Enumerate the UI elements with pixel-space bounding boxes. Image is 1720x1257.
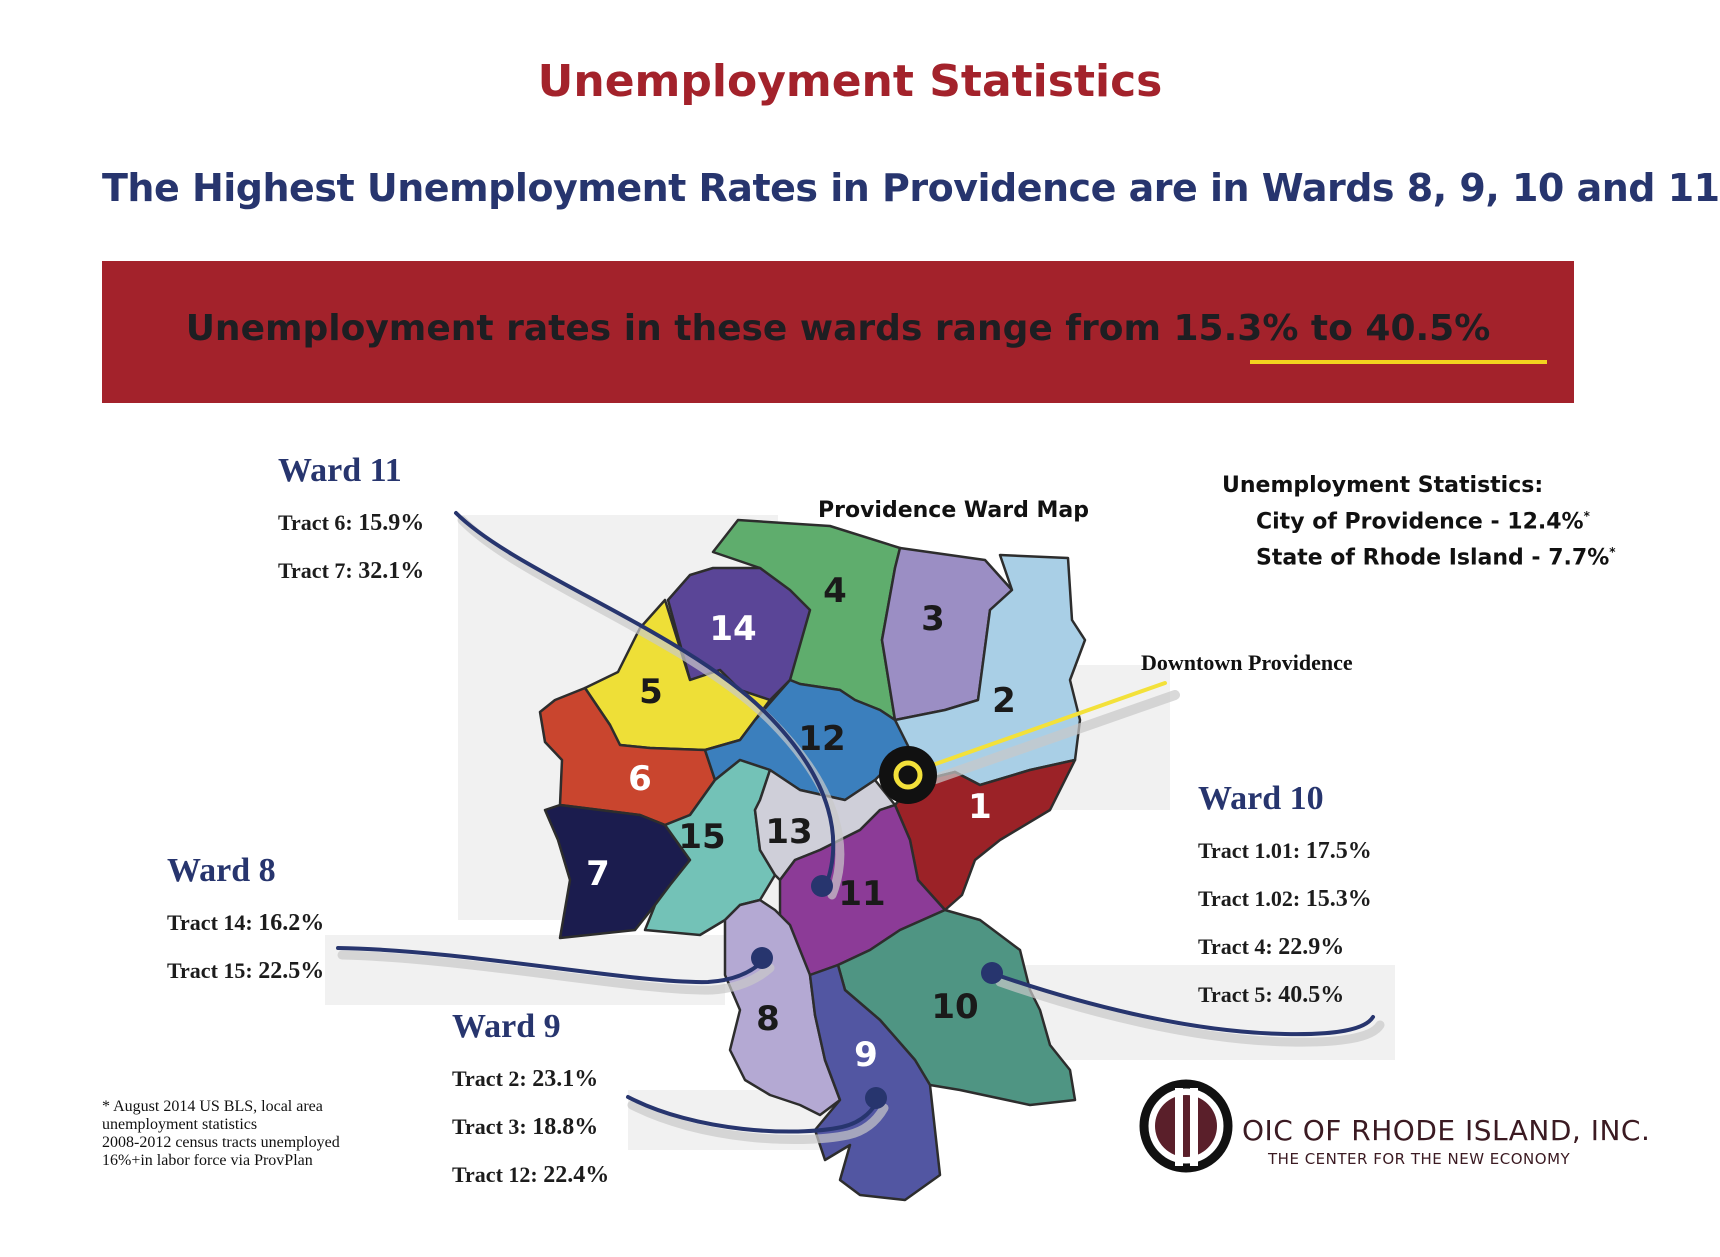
tract-label: Tract 7: [278,558,353,583]
ward10-tract-row [1198,886,1372,913]
footnote-line: 2008-2012 census tracts unemployed [102,1134,340,1151]
ward10-title: Ward 10 [1198,780,1324,817]
ward9-title: Ward 9 [452,1008,561,1045]
ward8-tract-row [167,958,324,985]
ward10-tract-row [1198,982,1344,1009]
ward-label-2: 2 [992,681,1016,721]
page-subtitle: The Highest Unemployment Rates in Providence are in Wards 8, 9, 10 and 11 [102,166,1720,210]
map-backdrop-ward10 [1000,965,1395,1060]
tract-value: 17.5% [1305,838,1372,864]
ward9-callout-dot [865,1087,887,1109]
ward8-title: Ward 8 [167,852,276,889]
footnote-line: 16%+in labor force via ProvPlan [102,1152,313,1169]
ward9-tract-row [452,1162,609,1189]
ward-label-3: 3 [921,599,945,639]
stat-city-mark: * [1583,509,1590,523]
stat-city-label: City of Providence - 12.4% [1256,509,1584,535]
ward10-tract-row [1198,934,1344,961]
page-title: Unemployment Statistics [537,56,1163,107]
tract-value: 15.3% [1305,886,1372,912]
ward-label-12: 12 [798,719,846,759]
tract-label: Tract 14: [167,910,253,935]
stat-state [1256,545,1616,570]
downtown-marker-icon [879,746,937,804]
ward-label-10: 10 [931,987,979,1027]
tract-label: Tract 1.02: [1198,886,1301,911]
footnote-line: unemployment statistics [102,1116,258,1133]
ward-label-4: 4 [823,571,847,611]
ward-label-11: 11 [838,874,886,914]
tract-value: 32.1% [358,558,425,584]
tract-label: Tract 2: [452,1066,527,1091]
ward11-title: Ward 11 [278,452,402,489]
banner-lead: Unemployment rates in these wards range from [185,308,1174,349]
ward-label-1: 1 [968,787,992,827]
tract-label: Tract 1.01: [1198,838,1301,863]
ward11-tract-row [278,510,424,537]
tract-label: Tract 3: [452,1114,527,1139]
tract-value: 22.4% [543,1162,610,1188]
tract-label: Tract 5: [1198,982,1273,1007]
tract-value: 40.5% [1278,982,1345,1008]
ward-label-7: 7 [586,854,610,894]
footnote [102,1098,402,1170]
logo-name: OIC OF RHODE ISLAND, INC. [1242,1114,1651,1147]
oic-logo-icon [1144,1084,1228,1168]
tract-value: 15.9% [358,510,425,536]
ward-label-8: 8 [756,999,780,1039]
stats-heading: Unemployment Statistics: [1222,473,1544,498]
tract-label: Tract 4: [1198,934,1273,959]
ward9-tract-row [452,1114,598,1141]
tract-value: 16.2% [258,910,325,936]
tract-value: 22.9% [1278,934,1345,960]
tract-value: 23.1% [532,1066,599,1092]
downtown-label: Downtown Providence [1141,650,1353,675]
tract-label: Tract 12: [452,1162,538,1187]
footnote-line: * August 2014 US BLS, local area [102,1098,323,1115]
stat-city [1256,509,1590,534]
ward9-tract-row [452,1066,598,1093]
stat-state-label: State of Rhode Island - 7.7% [1256,545,1610,571]
ward-label-14: 14 [709,609,757,649]
ward10-callout-dot [981,962,1003,984]
ward-label-6: 6 [628,759,652,799]
stat-state-mark: * [1609,545,1616,559]
ward8-tract-row [167,910,324,937]
tract-value: 18.8% [532,1114,599,1140]
ward-label-13: 13 [765,812,813,852]
ward-label-9: 9 [854,1035,878,1075]
map-title: Providence Ward Map [818,498,1089,523]
tract-label: Tract 6: [278,510,353,535]
ward-label-5: 5 [639,672,663,712]
tract-value: 22.5% [258,958,325,984]
banner-range: 15.3% to 40.5% [1173,308,1491,349]
ward8-callout-dot [751,947,773,969]
ward-label-15: 15 [678,817,726,857]
ward11-callout-dot [811,875,833,897]
ward10-tract-row [1198,838,1372,865]
logo-tagline: THE CENTER FOR THE NEW ECONOMY [1268,1150,1571,1168]
tract-label: Tract 15: [167,958,253,983]
ward11-tract-row [278,558,424,585]
